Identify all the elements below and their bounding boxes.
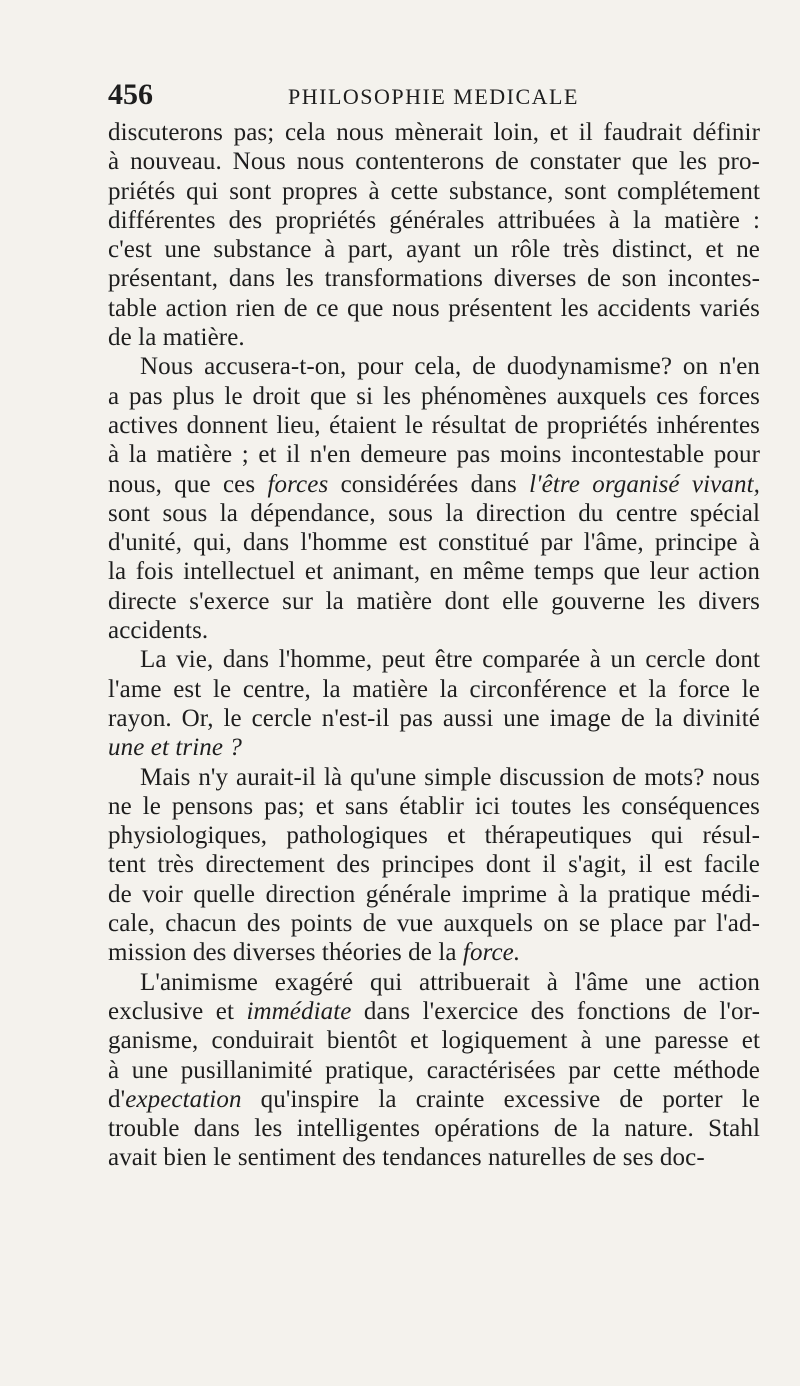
text-line: nous, que ces forces considérées dans l'être organisé vivant,: [108, 470, 760, 498]
text-line: [108, 733, 760, 762]
page-header: [108, 78, 760, 114]
text-line: l'ame est le centre, la matière la circonférence et la force le: [108, 675, 760, 703]
text-line: trouble dans les intelligentes opérations de la nature. Stahl: [108, 1115, 760, 1143]
text-line: de la matière.: [108, 324, 245, 352]
text-line: Nous accusera-t-on, pour cela, de duodynamisme? on n'en: [140, 353, 760, 381]
text-line: exclusive et immédiate dans l'exercice des fonctions de l'or-: [108, 997, 760, 1025]
text-line: accidents.: [108, 617, 209, 645]
paragraph: [108, 968, 760, 1173]
text-line: physiologiques, pathologiques et thérapeutiques qui résul-: [108, 822, 760, 850]
text-line: d'unité, qui, dans l'homme est constitué par l'âme, principe à: [108, 529, 760, 557]
italic-text: immédiate: [246, 997, 352, 1025]
italic-text: force.: [462, 939, 521, 967]
italic-text: expectation: [125, 1085, 242, 1113]
paragraph: [108, 763, 760, 968]
italic-text: forces: [267, 470, 329, 498]
text-line: à nouveau. Nous nous contenterons de constater que les pro-: [108, 148, 760, 176]
text-line: différentes des propriétés générales attribuées à la matière :: [108, 206, 760, 234]
text-line: priétés qui sont propres à cette substance, sont complétement: [108, 177, 760, 205]
text-line: tent très directement des principes dont il s'agit, il est facile: [108, 851, 760, 879]
paragraph: [108, 645, 760, 762]
text-line: à la matière ; et il n'en demeure pas moins incontestable pour: [108, 441, 760, 469]
page-number: 456: [108, 78, 153, 111]
text-line: c'est une substance à part, ayant un rôle très distinct, et ne: [108, 236, 760, 264]
text-line: cale, chacun des points de vue auxquels on se place par l'ad-: [108, 910, 760, 938]
text-line: directe s'exerce sur la matière dont elle gouverne les divers: [108, 587, 760, 615]
text-line: sont sous la dépendance, sous la direction du centre spécial: [108, 499, 760, 527]
text-line: ne le pensons pas; et sans établir ici toutes les conséquences: [108, 792, 760, 820]
text-line: a pas plus le droit que si les phénomènes auxquels ces forces: [108, 382, 760, 410]
text-line: Mais n'y aurait-il là qu'une simple discussion de mots? nous: [140, 763, 760, 791]
text-line: à une pusillanimité pratique, caractérisées par cette méthode: [108, 1056, 760, 1084]
text-line: ganisme, conduirait bientôt et logiquement à une paresse et: [108, 1027, 760, 1055]
running-head: PHILOSOPHIE MEDICALE: [288, 84, 579, 109]
text-line: discuterons pas; cela nous mènerait loin, et il faudrait définir: [108, 119, 760, 146]
text-line: table action rien de ce que nous présentent les accidents variés: [108, 294, 760, 322]
text-line: La vie, dans l'homme, peut être comparée à un cercle dont: [140, 646, 760, 674]
text-line: d'expectation qu'inspire la crainte excessive de porter le: [108, 1085, 760, 1113]
body-text: [108, 118, 760, 1173]
text-line: de voir quelle direction générale imprime à la pratique médi-: [108, 880, 760, 908]
italic-text: une et trine ?: [108, 734, 243, 762]
text-line: rayon. Or, le cercle n'est-il pas aussi une image de la divinité: [108, 704, 760, 732]
paragraph: [108, 118, 760, 352]
text-line: avait bien le sentiment des tendances naturelles de ses doc-: [108, 1144, 705, 1172]
text-line: L'animisme exagéré qui attribuerait à l'âme une action: [140, 968, 760, 996]
text-line: la fois intellectuel et animant, en même temps que leur action: [108, 558, 760, 586]
text-line: mission des diverses théories de la force.: [108, 939, 521, 967]
text-line: présentant, dans les transformations diverses de son incontes-: [108, 265, 760, 293]
italic-text: l'être organisé vivant,: [529, 470, 760, 498]
text-line: actives donnent lieu, étaient le résultat de propriétés inhérentes: [108, 411, 760, 439]
paragraph: [108, 352, 760, 645]
